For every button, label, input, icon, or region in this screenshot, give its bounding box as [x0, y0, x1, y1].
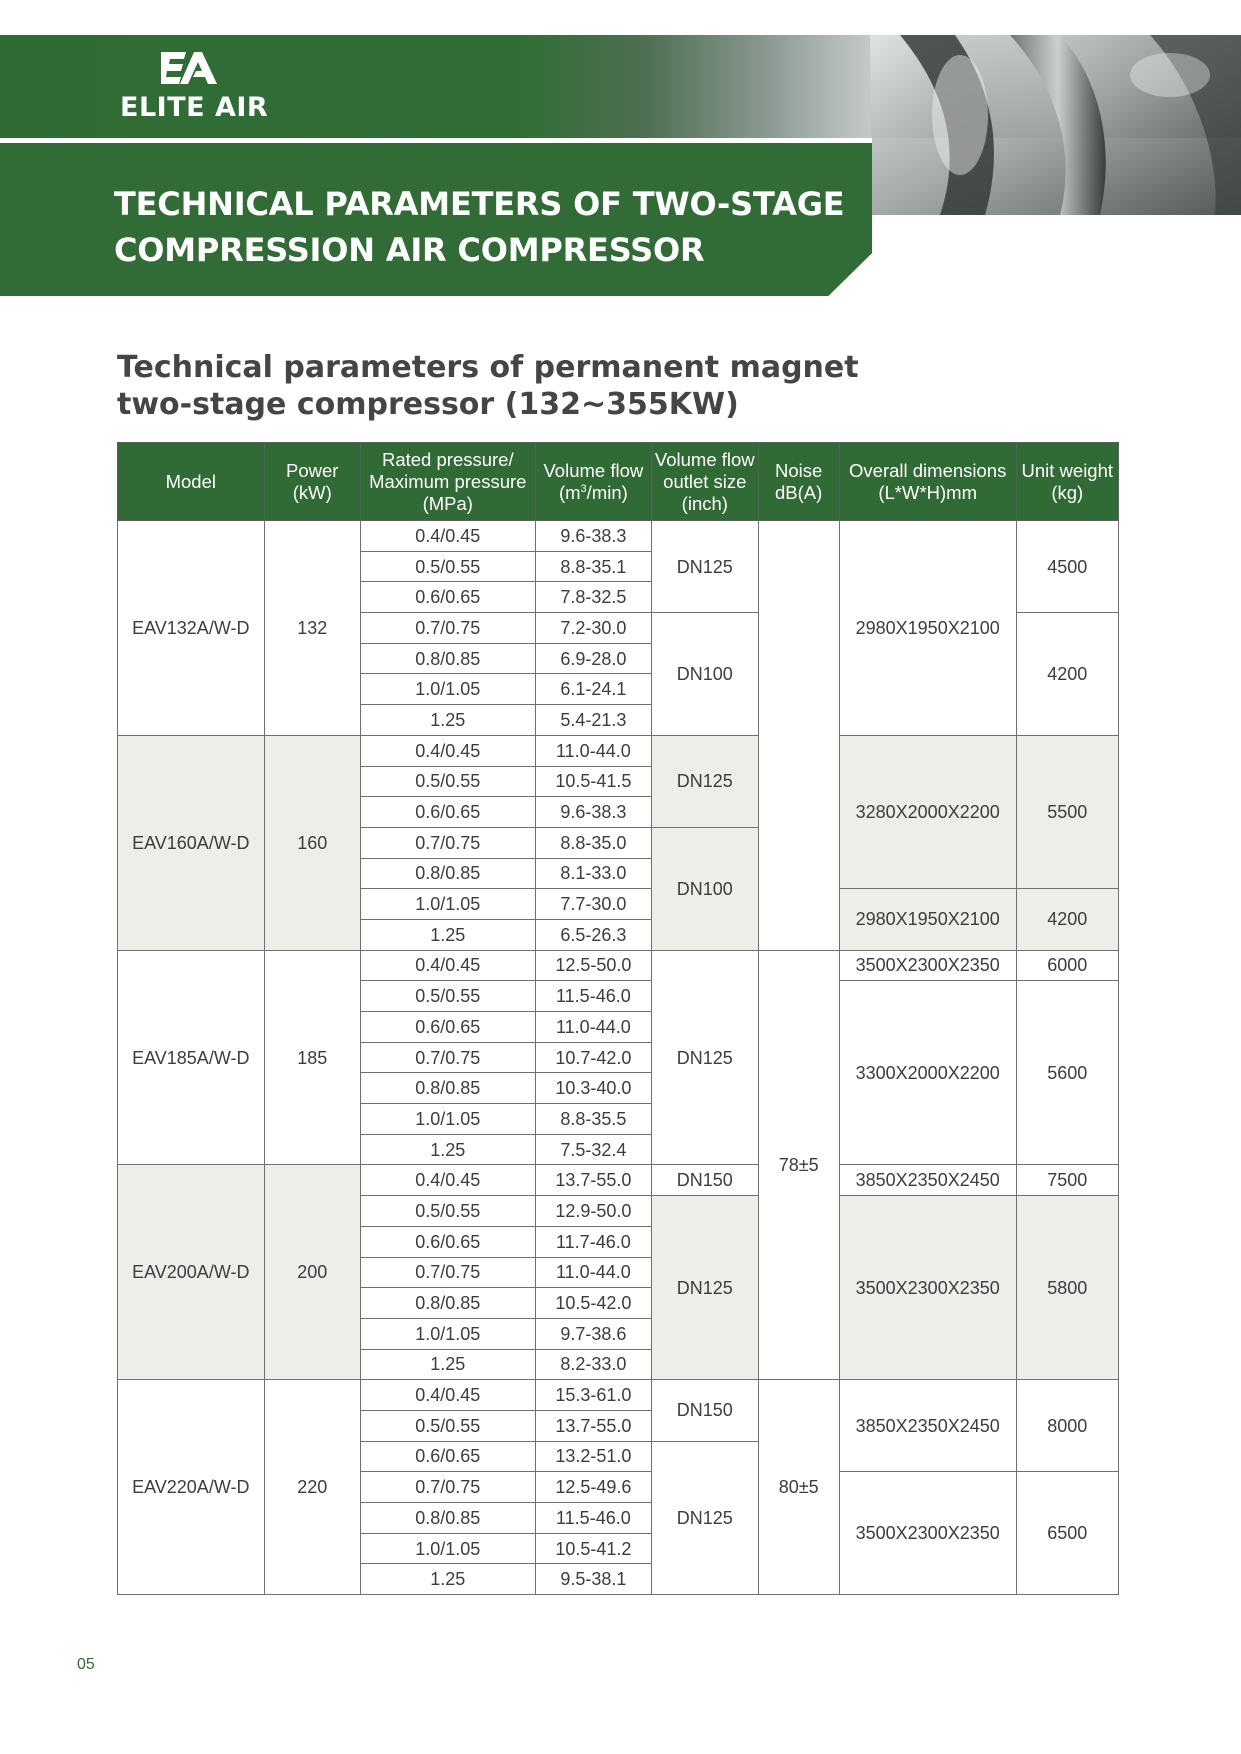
weight-cell: 5800 [1016, 1196, 1118, 1380]
header-weight: Unit weight (kg) [1016, 443, 1118, 521]
flow-cell: 7.5-32.4 [535, 1134, 651, 1165]
flow-cell: 7.8-32.5 [535, 582, 651, 613]
pressure-cell: 0.6/0.65 [360, 582, 535, 613]
pressure-cell: 0.6/0.65 [360, 1441, 535, 1472]
flow-cell: 8.1-33.0 [535, 858, 651, 889]
power-cell: 185 [264, 950, 360, 1165]
pressure-cell: 0.8/0.85 [360, 1288, 535, 1319]
pressure-cell: 0.5/0.55 [360, 551, 535, 582]
flow-cell: 8.8-35.1 [535, 551, 651, 582]
flow-cell: 8.8-35.5 [535, 1104, 651, 1135]
power-cell: 160 [264, 735, 360, 950]
flow-cell: 10.7-42.0 [535, 1042, 651, 1073]
flow-cell: 6.1-24.1 [535, 674, 651, 705]
dimensions-cell: 3850X2350X2450 [839, 1165, 1016, 1196]
dimensions-cell: 3500X2300X2350 [839, 1196, 1016, 1380]
flow-cell: 15.3-61.0 [535, 1380, 651, 1411]
noise-cell-blank [758, 521, 839, 951]
noise-cell: 80±5 [758, 1380, 839, 1595]
weight-cell: 6500 [1016, 1472, 1118, 1595]
weight-cell: 5600 [1016, 981, 1118, 1165]
page-title-line-2: COMPRESSION AIR COMPRESSOR [114, 231, 705, 269]
pressure-cell: 0.8/0.85 [360, 858, 535, 889]
page-title-line-1: TECHNICAL PARAMETERS OF TWO-STAGE [114, 185, 845, 223]
flow-cell: 7.7-30.0 [535, 889, 651, 920]
flow-cell: 9.7-38.6 [535, 1318, 651, 1349]
weight-cell: 4200 [1016, 613, 1118, 736]
flow-cell: 10.3-40.0 [535, 1073, 651, 1104]
pressure-cell: 0.7/0.75 [360, 1257, 535, 1288]
pressure-cell: 0.7/0.75 [360, 1042, 535, 1073]
dimensions-cell: 2980X1950X2100 [839, 889, 1016, 950]
section-title [117, 349, 877, 423]
table-row [118, 735, 1119, 766]
brand-name: ELITE AIR [120, 92, 269, 123]
flow-cell: 13.7-55.0 [535, 1165, 651, 1196]
table-row [118, 1165, 1119, 1196]
weight-cell: 7500 [1016, 1165, 1118, 1196]
flow-cell: 10.5-41.5 [535, 766, 651, 797]
flow-cell: 11.0-44.0 [535, 1012, 651, 1043]
pressure-cell: 0.8/0.85 [360, 1503, 535, 1534]
page-title [114, 181, 854, 273]
section-title-line-2: two-stage compressor (132~355KW) [117, 387, 739, 422]
flow-cell: 8.8-35.0 [535, 827, 651, 858]
flow-cell: 13.2-51.0 [535, 1441, 651, 1472]
model-cell: EAV200A/W-D [118, 1165, 265, 1380]
table-row [118, 1380, 1119, 1411]
flow-cell: 11.7-46.0 [535, 1226, 651, 1257]
outlet-cell: DN150 [652, 1380, 758, 1441]
flow-cell: 6.9-28.0 [535, 643, 651, 674]
outlet-cell: DN125 [652, 521, 758, 613]
outlet-cell: DN100 [652, 827, 758, 950]
header-outlet-size: Volume flow outlet size (inch) [652, 443, 758, 521]
section-title-line-1: Technical parameters of permanent magnet [117, 350, 859, 385]
pressure-cell: 0.4/0.45 [360, 950, 535, 981]
flow-cell: 11.0-44.0 [535, 1257, 651, 1288]
weight-cell: 8000 [1016, 1380, 1118, 1472]
flow-cell: 10.5-41.2 [535, 1533, 651, 1564]
flow-cell: 5.4-21.3 [535, 705, 651, 736]
pressure-cell: 0.5/0.55 [360, 981, 535, 1012]
model-cell: EAV220A/W-D [118, 1380, 265, 1595]
header-power: Power (kW) [264, 443, 360, 521]
pressure-cell: 0.4/0.45 [360, 735, 535, 766]
technical-parameters-table [117, 442, 1119, 1595]
outlet-cell: DN125 [652, 735, 758, 827]
weight-cell: 4200 [1016, 889, 1118, 950]
noise-cell: 78±5 [758, 950, 839, 1380]
header-noise: Noise dB(A) [758, 443, 839, 521]
pressure-cell: 1.25 [360, 919, 535, 950]
flow-cell: 12.5-49.6 [535, 1472, 651, 1503]
model-cell: EAV160A/W-D [118, 735, 265, 950]
pressure-cell: 0.6/0.65 [360, 1226, 535, 1257]
outlet-cell: DN100 [652, 613, 758, 736]
dimensions-cell: 3300X2000X2200 [839, 981, 1016, 1165]
outlet-cell: DN125 [652, 950, 758, 1165]
pressure-cell: 1.0/1.05 [360, 1533, 535, 1564]
flow-cell: 6.5-26.3 [535, 919, 651, 950]
table-row [118, 950, 1119, 981]
pressure-cell: 0.4/0.45 [360, 521, 535, 552]
dimensions-cell: 3280X2000X2200 [839, 735, 1016, 888]
power-cell: 200 [264, 1165, 360, 1380]
flow-cell: 9.6-38.3 [535, 521, 651, 552]
flow-cell: 8.2-33.0 [535, 1349, 651, 1380]
model-cell: EAV185A/W-D [118, 950, 265, 1165]
outlet-cell: DN125 [652, 1441, 758, 1594]
elite-air-logo-icon [161, 50, 217, 86]
pressure-cell: 0.8/0.85 [360, 643, 535, 674]
table-header-row [118, 443, 1119, 521]
flow-cell: 11.0-44.0 [535, 735, 651, 766]
pressure-cell: 0.7/0.75 [360, 827, 535, 858]
flow-cell: 11.5-46.0 [535, 981, 651, 1012]
power-cell: 132 [264, 521, 360, 736]
pressure-cell: 0.6/0.65 [360, 797, 535, 828]
header-volume-flow: Volume flow $(m^3/\min)$ [535, 443, 651, 521]
table-row [118, 521, 1119, 552]
pressure-cell: 0.5/0.55 [360, 1196, 535, 1227]
pressure-cell: 1.25 [360, 1134, 535, 1165]
weight-cell: 4500 [1016, 521, 1118, 613]
header-pressure: Rated pressure/ Maximum pressure (MPa) [360, 443, 535, 521]
page-number: 05 [77, 1656, 95, 1673]
pressure-cell: 0.4/0.45 [360, 1380, 535, 1411]
flow-cell: 9.6-38.3 [535, 797, 651, 828]
model-cell: EAV132A/W-D [118, 521, 265, 736]
power-cell: 220 [264, 1380, 360, 1595]
flow-cell: 10.5-42.0 [535, 1288, 651, 1319]
pressure-cell: 0.4/0.45 [360, 1165, 535, 1196]
pressure-cell: 0.5/0.55 [360, 766, 535, 797]
dimensions-cell: 2980X1950X2100 [839, 521, 1016, 736]
pressure-cell: 0.5/0.55 [360, 1410, 535, 1441]
flow-cell: 9.5-38.1 [535, 1564, 651, 1595]
flow-cell: 13.7-55.0 [535, 1410, 651, 1441]
pressure-cell: 1.0/1.05 [360, 1104, 535, 1135]
pressure-cell: 1.25 [360, 1349, 535, 1380]
pressure-cell: 0.7/0.75 [360, 613, 535, 644]
flow-cell: 12.9-50.0 [535, 1196, 651, 1227]
dimensions-cell: 3850X2350X2450 [839, 1380, 1016, 1472]
pressure-cell: 1.0/1.05 [360, 889, 535, 920]
pressure-cell: 0.8/0.85 [360, 1073, 535, 1104]
header-model: Model [118, 443, 265, 521]
dimensions-cell: 3500X2300X2350 [839, 950, 1016, 981]
weight-cell: 5500 [1016, 735, 1118, 888]
pressure-cell: 0.6/0.65 [360, 1012, 535, 1043]
flow-cell: 11.5-46.0 [535, 1503, 651, 1534]
pressure-cell: 1.0/1.05 [360, 1318, 535, 1349]
pressure-cell: 1.25 [360, 705, 535, 736]
dimensions-cell: 3500X2300X2350 [839, 1472, 1016, 1595]
flow-cell: 12.5-50.0 [535, 950, 651, 981]
banner-divider [0, 138, 872, 143]
pressure-cell: 0.7/0.75 [360, 1472, 535, 1503]
outlet-cell: DN150 [652, 1165, 758, 1196]
header-dimensions: Overall dimensions (L*W*H)mm [839, 443, 1016, 521]
outlet-cell: DN125 [652, 1196, 758, 1380]
pressure-cell: 1.0/1.05 [360, 674, 535, 705]
pressure-cell: 1.25 [360, 1564, 535, 1595]
flow-cell: 7.2-30.0 [535, 613, 651, 644]
weight-cell: 6000 [1016, 950, 1118, 981]
